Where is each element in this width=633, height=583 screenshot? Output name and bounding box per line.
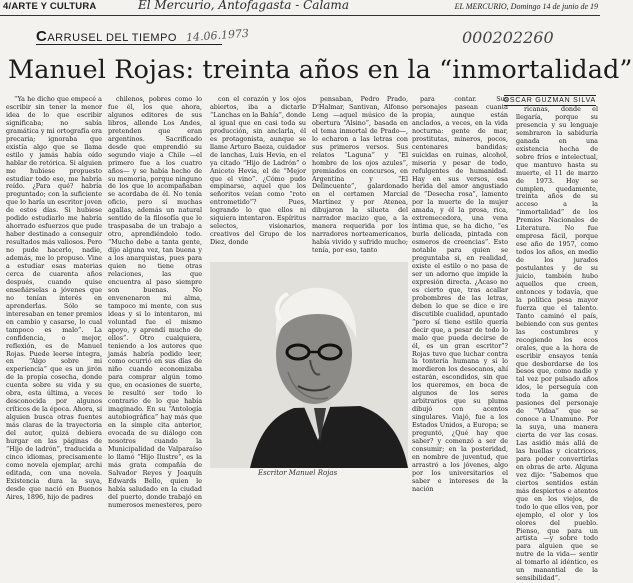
author-portrait-icon [210, 262, 408, 468]
handwritten-source-note: El Mercurio, Antofagasta - Calama [138, 0, 349, 12]
column-header-name: ARRUSEL DEL TIEMPO [47, 32, 177, 44]
top-bar [0, 0, 600, 16]
article-column-1 [6, 95, 102, 501]
column-header [36, 28, 177, 45]
author-photo [210, 262, 408, 468]
photo-caption: Escritor Manuel Rojas [258, 469, 338, 477]
article-column-6 [516, 105, 598, 583]
article-column-5 [412, 95, 508, 493]
article-column-3 [210, 96, 306, 256]
article-column-4 [312, 96, 408, 256]
newspaper-date-line: EL MERCURIO, Domingo 14 de junio de 19 [454, 2, 598, 11]
article-paragraph: “Ya he dicho que empecé a escribir sin tener la menor idea de lo que escribir significaba; no sabía gramática y mi ortografía era precaria; ignoraba que existía algo que se llama estilo y jamás había oído hablar de retórica. Si alguien me hubiese propuesto estudiar todo eso, me habría reído. ¿Para qué? habría preguntado; con la suficiente que lo haría un escritor joven de estos días. Si hubiese podido estudiarlo me habría ahorrado esfuerzos que pude haber destinado a conseguir resultados más valiosos. Pero no pude hacerlo, nadie, además, me lo propuso. Vine a estudiar esas materias cerca de cuarenta años después, cuando quise enseñárselas a jóvenes que no tenían interés en aprenderlas. Sólo se interesaban en tener premios en cambio y casarse, lo cual tampoco es malo”. La confidencia, o mejor, reflexión, es de Manuel Rojas. Puede leerse íntegra, en “Algo sobre mi experiencia” que es un jirón de la propia cosecha, donde cuenta sobre su vida y su obra, esta última, a veces desconocida por algunos críticos de la época. Ahora, si alguien busca otras fuentes más claras de la trayectoria del autor, quizá debiera hurgar en las páginas de “Hijo de ladrón”, traducida a cinco idiomas, precisamente como novela ejemplar, archi editada, con una novela. Existencia dura la suya, desde que nació en Buenos Aires, 1896, hijo de padres [6, 95, 102, 501]
article-paragraph: para contar. Sus personajes pasean cuanta propia, aunque están anclados, a veces, en la vida nocturna: gente de mar, prostitutas, mineros, pocos, centenares bandidas; suicidas en ruinas, alcohol, miseria y pesar de todo, refulgentes de humanidad. Hay en sus versos, esa herida del amor angustiado de “Desecha rosa”, lamento por la muerte de la mujer amada, y él la prosa, rica, extremecedora, una vena íntima que, se ha dicho, “es burla delicada, pintada con esmeros de creencias”. Esto notable para quien se preguntaba si, en realidad, existe el estilo o no pasa de ser un adorno que impide la expresión directa. ¿Acaso no es cierto que, tras acallar probombres de las letras, deben lo que se dice e ire discutible cualidad, apuntado “pero sí tiene estilo quería decir que, a pesar de todo lo malo que pueda decirse de él, es un gran escritor”? Rojas tuvo que luchar contra la tontería humana y sí lo mordieron los desocanos, ahí estarán, escondidos, sin que los queremos, en boca de algunos de los seres arbitrarios que su pluma dibujó con acentos singulares. Viajó, fue a los Estados Unidos, a Europa; se preguntó, ¿Qué hay que saber? y comenzó a ser de consumir; en la posteridad, en nombre de juventud, que arrastró a los jóvenes, algo por los universitarios el saber e intereses de la nación [412, 95, 508, 493]
article-column-2 [108, 95, 202, 509]
article-paragraph: pensaban, Pedro Prado, D'Halmar, Santivan, Alfonso Leng —aquel músico de la obertura “Alsino”, basada en el tema inmortal de Prado—, lo echaron a las letras con sus primeros versos. Sus relatos “Laguna” y “El hombre de los ojos azules”, premiados en concursos, en Argentina y “El Delincuente”, galardonado en el certamen Marcial Martínez y por Atenea, dibujaron la silueta del narrador macizo que, a la manera requerida por los narradores norteamericanos, había vivido y sufrido mucho; tenía, por eso, tanto [312, 95, 408, 255]
article-paragraph: con el corazón y los ojos abiertos, iba a dictarle “Lanchas en la Bahía”, donde al igual que en casi toda su producción, sin anclarla, él es protagonista, aunque se llame Arturo Baeza, cuidador de lanchas, Luis Hevia, en el ya citado “Hijo de Ladrón” o Aniceto Hevia, el de “Mejor que el vino”. ¿Cómo pudo empinarse, aquel que los señoritos veían como “roto entrometido”? Pues, logrando lo que ellos ni siquiera intentaron. Espíritus selectos, visionarios, creativos del Grupo de los Diez, donde [210, 95, 306, 247]
headline: Manuel Rojas: treinta años en la “inmortalidad” [8, 55, 633, 85]
handwritten-date: 14.06.1973 [185, 26, 250, 45]
article-paragraph: ricanas, donde el llegaría, porque su presencia y su lenguaje sembraron la sabiduría ganada en una existencia hecha de sobre fríos e intelectual, que mantuvo hasta su muerte, el 11 de marzo de 1973. Hoy se cumplen, quedamente, treinta años de su acceso a la “inmortalidad” de los Premios Nacionales de Literatura. No fue empresa fácil, porque ese año de 1957, como todos los años, en medio de los jurados postulantes y de su juicio, también hubo aquellos que creen, entonces y todavía, que la política pesa mayor fuerza que el talento. Tanto caminó el país, bebiendo con sus gentes las costumbres y recogiendo los ecos orales, que a la hora de escribir ensayos tenía que desbordarse de los besos que, como nadie y tal vez por pulsado años idos, le perseguía con toda la gama de pasiones del personaje de “Vidaa” que se conoce a Unamuno. Por la suya, una manera cierta de ver las cosas. Las asidió más allá de las huellas y cicatrices, para poder convertirlas en obras de arte. Alguna vez dijo: “Sabemos que ciertos sentidos están más despiertos e atentos que en los viejos, de todo lo que ellos ven, por ejemplo, el olor y los olores del pueblo. Pienso, que para un artista —y sobre todo para alguien que se nutre de la vida— sentir al tomarlo al idéntico, es un manantial de la sensibilidad”. [516, 105, 598, 583]
column-rule [36, 44, 222, 45]
section-label: 4/ARTE Y CULTURA [3, 1, 97, 12]
archive-code: 000202260 [462, 28, 554, 47]
article-paragraph: chilenos, pobres como lo fue él, los que ahora, algunos editores de sus libros, allende Los Andes, pretenden que eran argentinos. Sacrificado desde que emprendió su segundo viaje a Chile —el primero fue a los cuatro años— y se había hecho de su memoria, porque ninguno de los que lo acompañaban se acordaba de él. No tenía oficio, pero sí muchas agallas, además un natural sentido de la filosofía que le traspasaba de un trabajo a otro, aprendiéndolo todo. “Mucho debe a tanta gente, dijo alguna vez, tan buena y a los anarquistas, pues para quien no tiene otras relaciones, las que encuentra al paso siempre son buenas. No envenenaron mi alma, tampoco mi mente, con sus ideas y si lo intentaron, mi voluntad fue el mismo apoyo, y aprendí mucho de ellos”. Otro cualquiera, teniendo a los autores que jamás habría podido leer, como ocurrió en sus días de niño cuando economizaba para comprar algún tomo que, en ocasiones de suerte, le resultó ser todo lo contrario de lo que había imaginado. En su “Antología autobiográfica” hay más que en la simple cita anterior, evocada de su diálogo con nosotros cuando la Municipalidad de Valparaíso lo llamó “Hijo Ilustre”, es la más grata compañía de Salvador Reyes y Joaquín Edwards Bello, quien le había saludado en la ciudad del puerto, donde trabajó en numerosos menesteres, pero [108, 95, 202, 509]
column-header-initial: C [36, 28, 48, 45]
byline: OSCAR GUZMAN SILVA [503, 97, 596, 104]
